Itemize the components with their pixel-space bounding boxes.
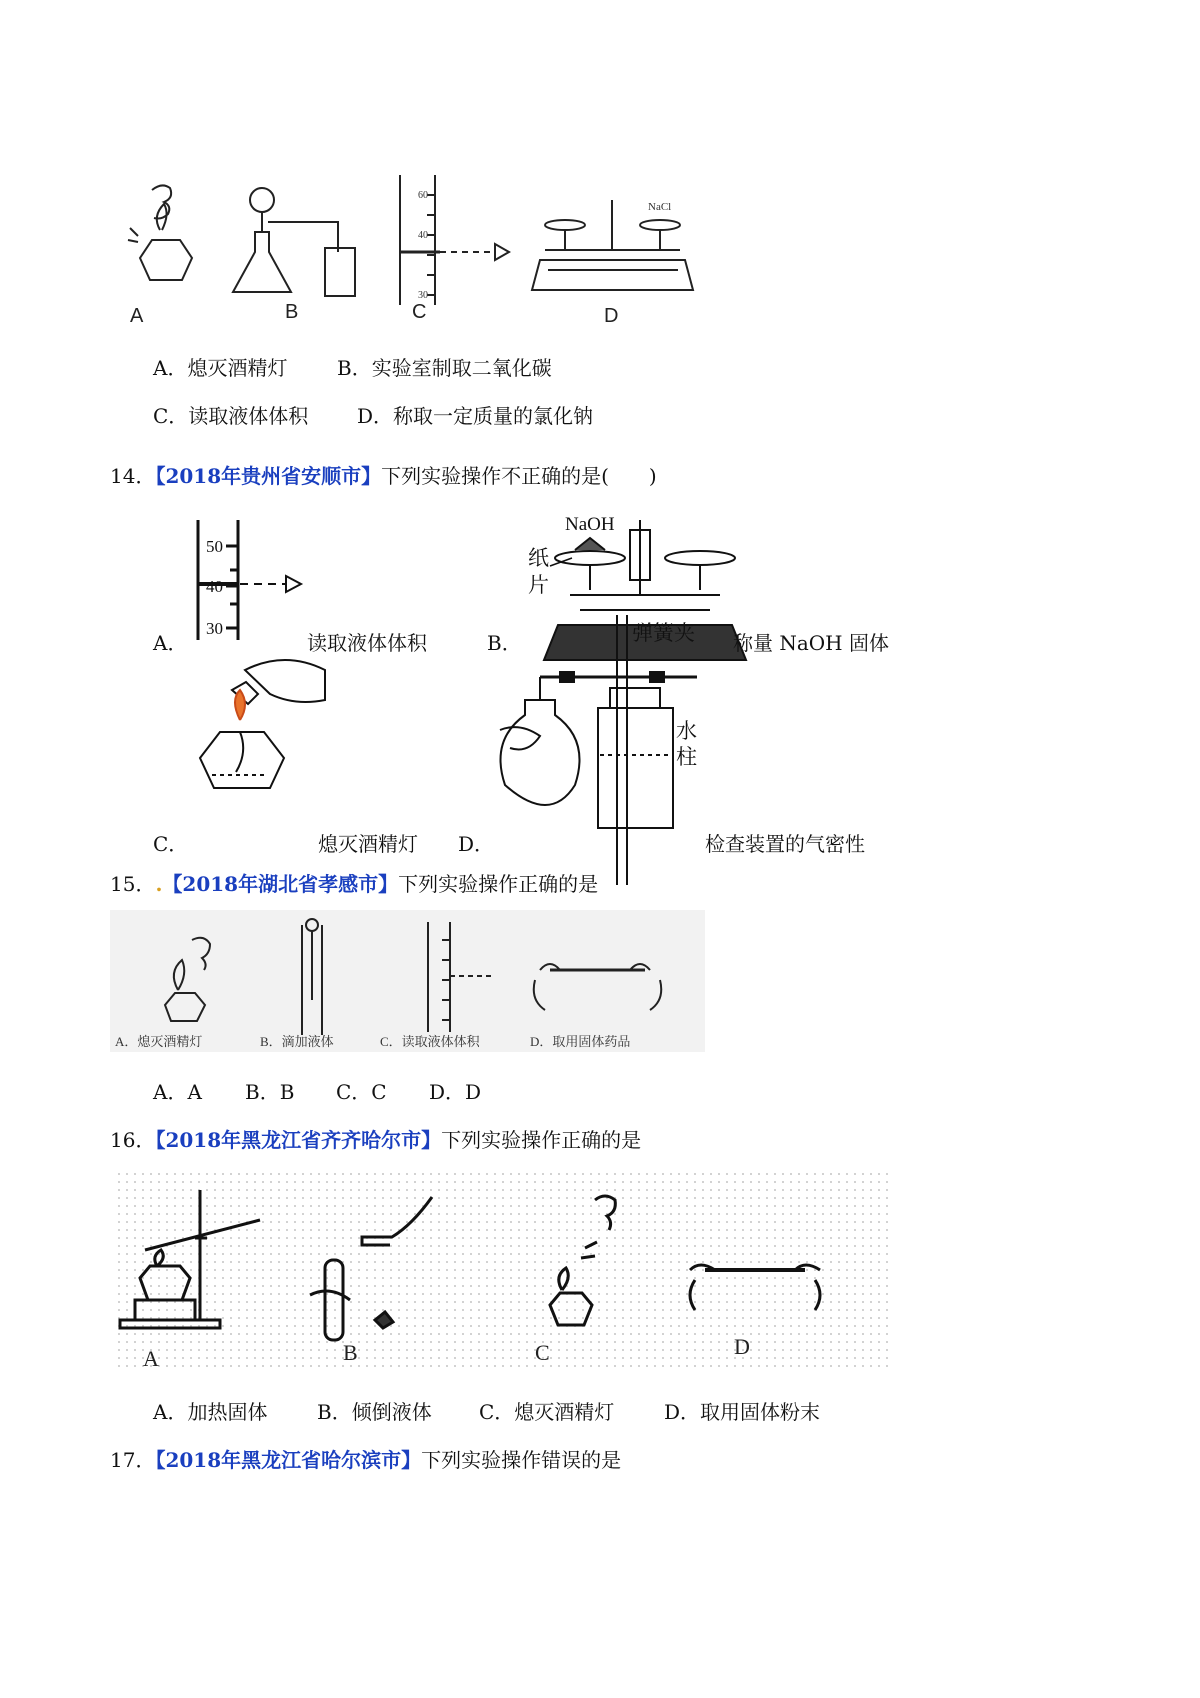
q14-fig-naoh: NaOH xyxy=(565,514,615,535)
q16-fig-label-c: C xyxy=(535,1340,550,1365)
q14-option-d-letter: D． xyxy=(458,832,495,856)
q13-fig-label-a: A xyxy=(130,305,144,327)
q13-figures xyxy=(0,0,1200,330)
q16-heading xyxy=(110,1124,641,1153)
q15-fig-caption-d: D．取用固体药品 xyxy=(530,1034,631,1049)
q16-option-b: B．倾倒液体 xyxy=(317,1400,432,1424)
q14-option-c-text: 熄灭酒精灯 xyxy=(318,832,418,856)
q13-option-c: C．读取液体体积 xyxy=(153,404,309,428)
q13-option-d: D．称取一定质量的氯化钠 xyxy=(357,404,594,428)
q14-fig-tick-50: 50 xyxy=(206,537,223,556)
q16-fig-label-b: B xyxy=(343,1340,358,1365)
q16-fig-label-a: A xyxy=(143,1346,159,1371)
q13-option-b: B．实验室制取二氧化碳 xyxy=(337,356,552,380)
q16-source: 【2018年黑龙江省齐齐哈尔市】 xyxy=(155,1128,442,1152)
q15-fig-caption-b: B．滴加液体 xyxy=(260,1034,334,1049)
q14-heading xyxy=(110,460,657,489)
q14-stem: 下列实验操作不正确的是 xyxy=(381,464,602,488)
q14-fig-tick-30: 30 xyxy=(206,619,223,638)
q15-fig-caption-c: C．读取液体体积 xyxy=(380,1034,480,1049)
q16-option-a: A．加热固体 xyxy=(153,1400,268,1424)
q17-heading xyxy=(110,1444,621,1473)
q15-source: 【2018年湖北省孝感市】 xyxy=(162,872,399,896)
q13-option-a: A．熄灭酒精灯 xyxy=(153,356,288,380)
q14-option-a-text: 读取液体体积 xyxy=(307,631,427,655)
q14-option-b-text: 称量 NaOH 固体 xyxy=(733,631,889,655)
q15-answer-b: B．B xyxy=(245,1080,295,1104)
q15-number: 15． xyxy=(110,872,156,896)
q16-figure-panel xyxy=(115,1170,890,1370)
q14-option-b-letter: B． xyxy=(487,631,522,655)
q13-fig-a-blow-out-lamp xyxy=(0,0,1200,330)
q15-answer-c: C．C xyxy=(336,1080,387,1104)
q14-source: 【2018年贵州省安顺市】 xyxy=(155,464,382,488)
q14-fig-paper-1: 纸 xyxy=(528,546,549,570)
q13-fig-label-d: D xyxy=(604,305,619,327)
q14-fig-clip: 弹簧夹 xyxy=(632,621,695,645)
q16-option-d: D．取用固体粉末 xyxy=(664,1400,821,1424)
q14-blank: ( ) xyxy=(601,464,657,488)
q15-figure-panel xyxy=(110,910,705,1052)
q15-answer-d: D．D xyxy=(429,1080,482,1104)
svg-text:60: 60 xyxy=(418,190,428,201)
q14-option-a-letter: A． xyxy=(153,631,188,655)
q15-stem: 下列实验操作正确的是 xyxy=(398,872,599,896)
q15-fig-caption-a: A．熄灭酒精灯 xyxy=(115,1034,203,1049)
q14-fig-water-1: 水 xyxy=(676,719,697,743)
q14-number: 14． xyxy=(110,464,156,488)
q16-option-c: C．熄灭酒精灯 xyxy=(479,1400,615,1424)
q17-stem: 下列实验操作错误的是 xyxy=(421,1448,622,1472)
q14-fig-water-2: 柱 xyxy=(676,745,697,769)
q16-fig-label-d: D xyxy=(734,1334,750,1359)
svg-text:NaCl: NaCl xyxy=(648,201,672,213)
q13-fig-label-b: B xyxy=(285,301,299,323)
q14-option-c-letter: C． xyxy=(153,832,189,856)
q14-fig-paper-2: 片 xyxy=(528,573,549,597)
q16-stem: 下列实验操作正确的是 xyxy=(441,1128,642,1152)
q17-source: 【2018年黑龙江省哈尔滨市】 xyxy=(155,1448,422,1472)
q17-number: 17． xyxy=(110,1448,156,1472)
q15-heading: 15．.【2018年湖北省孝感市】下列实验操作正确的是 xyxy=(110,872,599,896)
svg-text:30: 30 xyxy=(418,290,428,301)
q14-fig-tick-40: 40 xyxy=(206,577,223,596)
q15-answer-a: A．A xyxy=(153,1080,202,1104)
q13-fig-label-c: C xyxy=(412,301,427,323)
q16-number: 16． xyxy=(110,1128,156,1152)
svg-text:40: 40 xyxy=(418,230,428,241)
q14-option-d-text: 检查装置的气密性 xyxy=(705,832,865,856)
